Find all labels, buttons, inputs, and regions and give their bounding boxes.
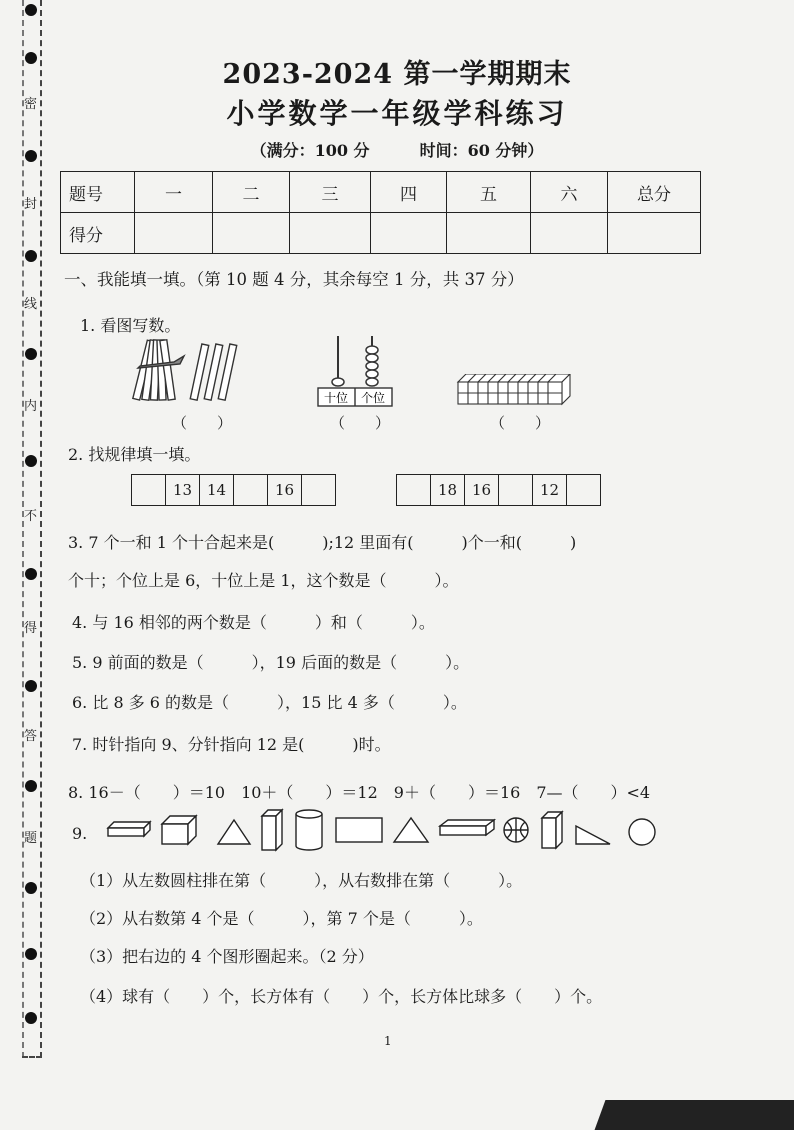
seal-char: 线 [24,297,38,312]
score-table-header-row [61,172,701,213]
sequence-cell: 13 [166,475,200,505]
section1-heading: 一、我能填一填。（第 10 题 4 分，其余每空 1 分，共 37 分） [64,270,524,289]
q3-line2: 个十；个位上是 6，十位上是 1，这个数是（ ）。 [68,571,459,590]
rectangle-icon [336,818,382,842]
score-table-header-cell: 题号 [61,172,135,213]
punch-hole [25,455,37,467]
cube-blocks-figure [456,374,572,408]
sequence-cell[interactable] [302,475,335,505]
exam-title-line2: 小学数学一年级学科练习 [226,97,568,130]
score-table-header-cell: 三 [290,172,371,213]
q8-text: 8. 16－（ ）＝10 10＋（ ）＝12 9＋（ ）＝16 7—（ ）<4 [68,783,651,802]
score-table-header-cell: 一 [135,172,213,213]
score-cell[interactable] [135,213,213,254]
score-cell[interactable] [531,213,608,254]
sequence-cell[interactable] [499,475,533,505]
q9-label: 9. [72,824,88,843]
seal-char: 不 [24,509,38,524]
sequence-cell: 16 [268,475,302,505]
punch-hole [25,568,37,580]
punch-hole [25,1012,37,1024]
q6-text: 6. 比 8 多 6 的数是（ ），15 比 4 多（ ）。 [72,693,467,712]
sequence-box-2 [396,474,601,506]
score-row-label: 得分 [61,213,135,254]
seal-char: 内 [24,399,38,414]
seal-char: 得 [24,621,38,636]
seal-char: 封 [24,197,38,212]
triangle-icon [394,818,428,842]
q5-text: 5. 9 前面的数是（ ），19 后面的数是（ ）。 [72,653,470,672]
score-table-header-cell: 六 [531,172,608,213]
full-score-text: （满分：100 分 [250,141,370,160]
sequence-cell: 16 [465,475,499,505]
circle-icon [629,819,655,845]
triangle-icon [218,820,250,844]
abacus-ones-label: 个位 [360,391,386,405]
punch-hole [25,882,37,894]
q9-part1: （1）从左数圆柱排在第（ ），从右数排在第（ ）。 [80,871,523,890]
score-cell[interactable] [290,213,371,254]
q2-label: 2. 找规律填一填。 [68,445,201,464]
scan-shadow [595,1100,794,1130]
punch-hole [25,250,37,262]
score-table-header-cell: 总分 [608,172,701,213]
score-cell[interactable] [371,213,447,254]
sequence-cell[interactable] [132,475,166,505]
seal-char: 答 [24,729,38,744]
q1-blank-abacus[interactable]: （ ） [330,414,391,432]
stick-bundle-figure [126,332,246,404]
score-cell[interactable] [447,213,531,254]
time-limit-text: 时间：60 分钟） [419,141,544,160]
cuboid-long-icon [440,820,494,835]
q9-part4: （4）球有（ ）个，长方体有（ ）个，长方体比球多（ ）个。 [80,987,603,1006]
binding-dashed-bottom [22,1056,42,1058]
cuboid-tall-icon [262,810,282,850]
q1-blank-cubes[interactable]: （ ） [490,414,551,432]
punch-hole [25,4,37,16]
score-cell[interactable] [213,213,290,254]
shapes-row [104,808,664,854]
q3-line1: 3. 7 个一和 1 个十合起来是( );12 里面有( )个一和( ) [68,533,577,552]
punch-hole [25,680,37,692]
q1-blank-sticks[interactable]: （ ） [172,414,233,432]
ball-icon [504,818,528,842]
q9-part2: （2）从右数第 4 个是（ ），第 7 个是（ ）。 [80,909,483,928]
seal-char: 密 [24,97,38,112]
cylinder-icon [296,810,322,850]
cube-icon [162,816,196,844]
punch-hole [25,948,37,960]
sequence-cell: 18 [431,475,465,505]
q1-label: 1. 看图写数。 [80,316,181,335]
score-table-header-cell: 四 [371,172,447,213]
exam-title-line1: 2023-2024 第一学期期末 [222,59,572,90]
sequence-cell[interactable] [397,475,431,505]
score-table [60,171,701,254]
page-number: 1 [384,1034,392,1048]
sequence-box-1 [131,474,336,506]
punch-hole [25,348,37,360]
score-table-header-cell: 五 [447,172,531,213]
punch-hole [25,780,37,792]
score-table-header-cell: 二 [213,172,290,213]
sequence-cell: 12 [533,475,567,505]
abacus-tens-label: 十位 [323,391,349,405]
q9-part3: （3）把右边的 4 个图形圈起来。（2 分） [80,947,374,966]
sequence-cell[interactable] [567,475,600,505]
score-table-score-row [61,213,701,254]
cuboid-flat-icon [108,822,150,836]
q4-text: 4. 与 16 相邻的两个数是（ ）和（ ）。 [72,613,435,632]
abacus-figure [316,336,396,410]
exam-subtitle [0,138,794,161]
binding-margin [0,0,48,1124]
q7-text: 7. 时针指向 9、分针指向 12 是( )时。 [72,735,391,754]
score-cell[interactable] [608,213,701,254]
seal-char: 题 [24,831,38,846]
sequence-cell[interactable] [234,475,268,505]
cuboid-upright-icon [542,812,562,848]
sequence-cell: 14 [200,475,234,505]
right-triangle-icon [576,826,610,844]
